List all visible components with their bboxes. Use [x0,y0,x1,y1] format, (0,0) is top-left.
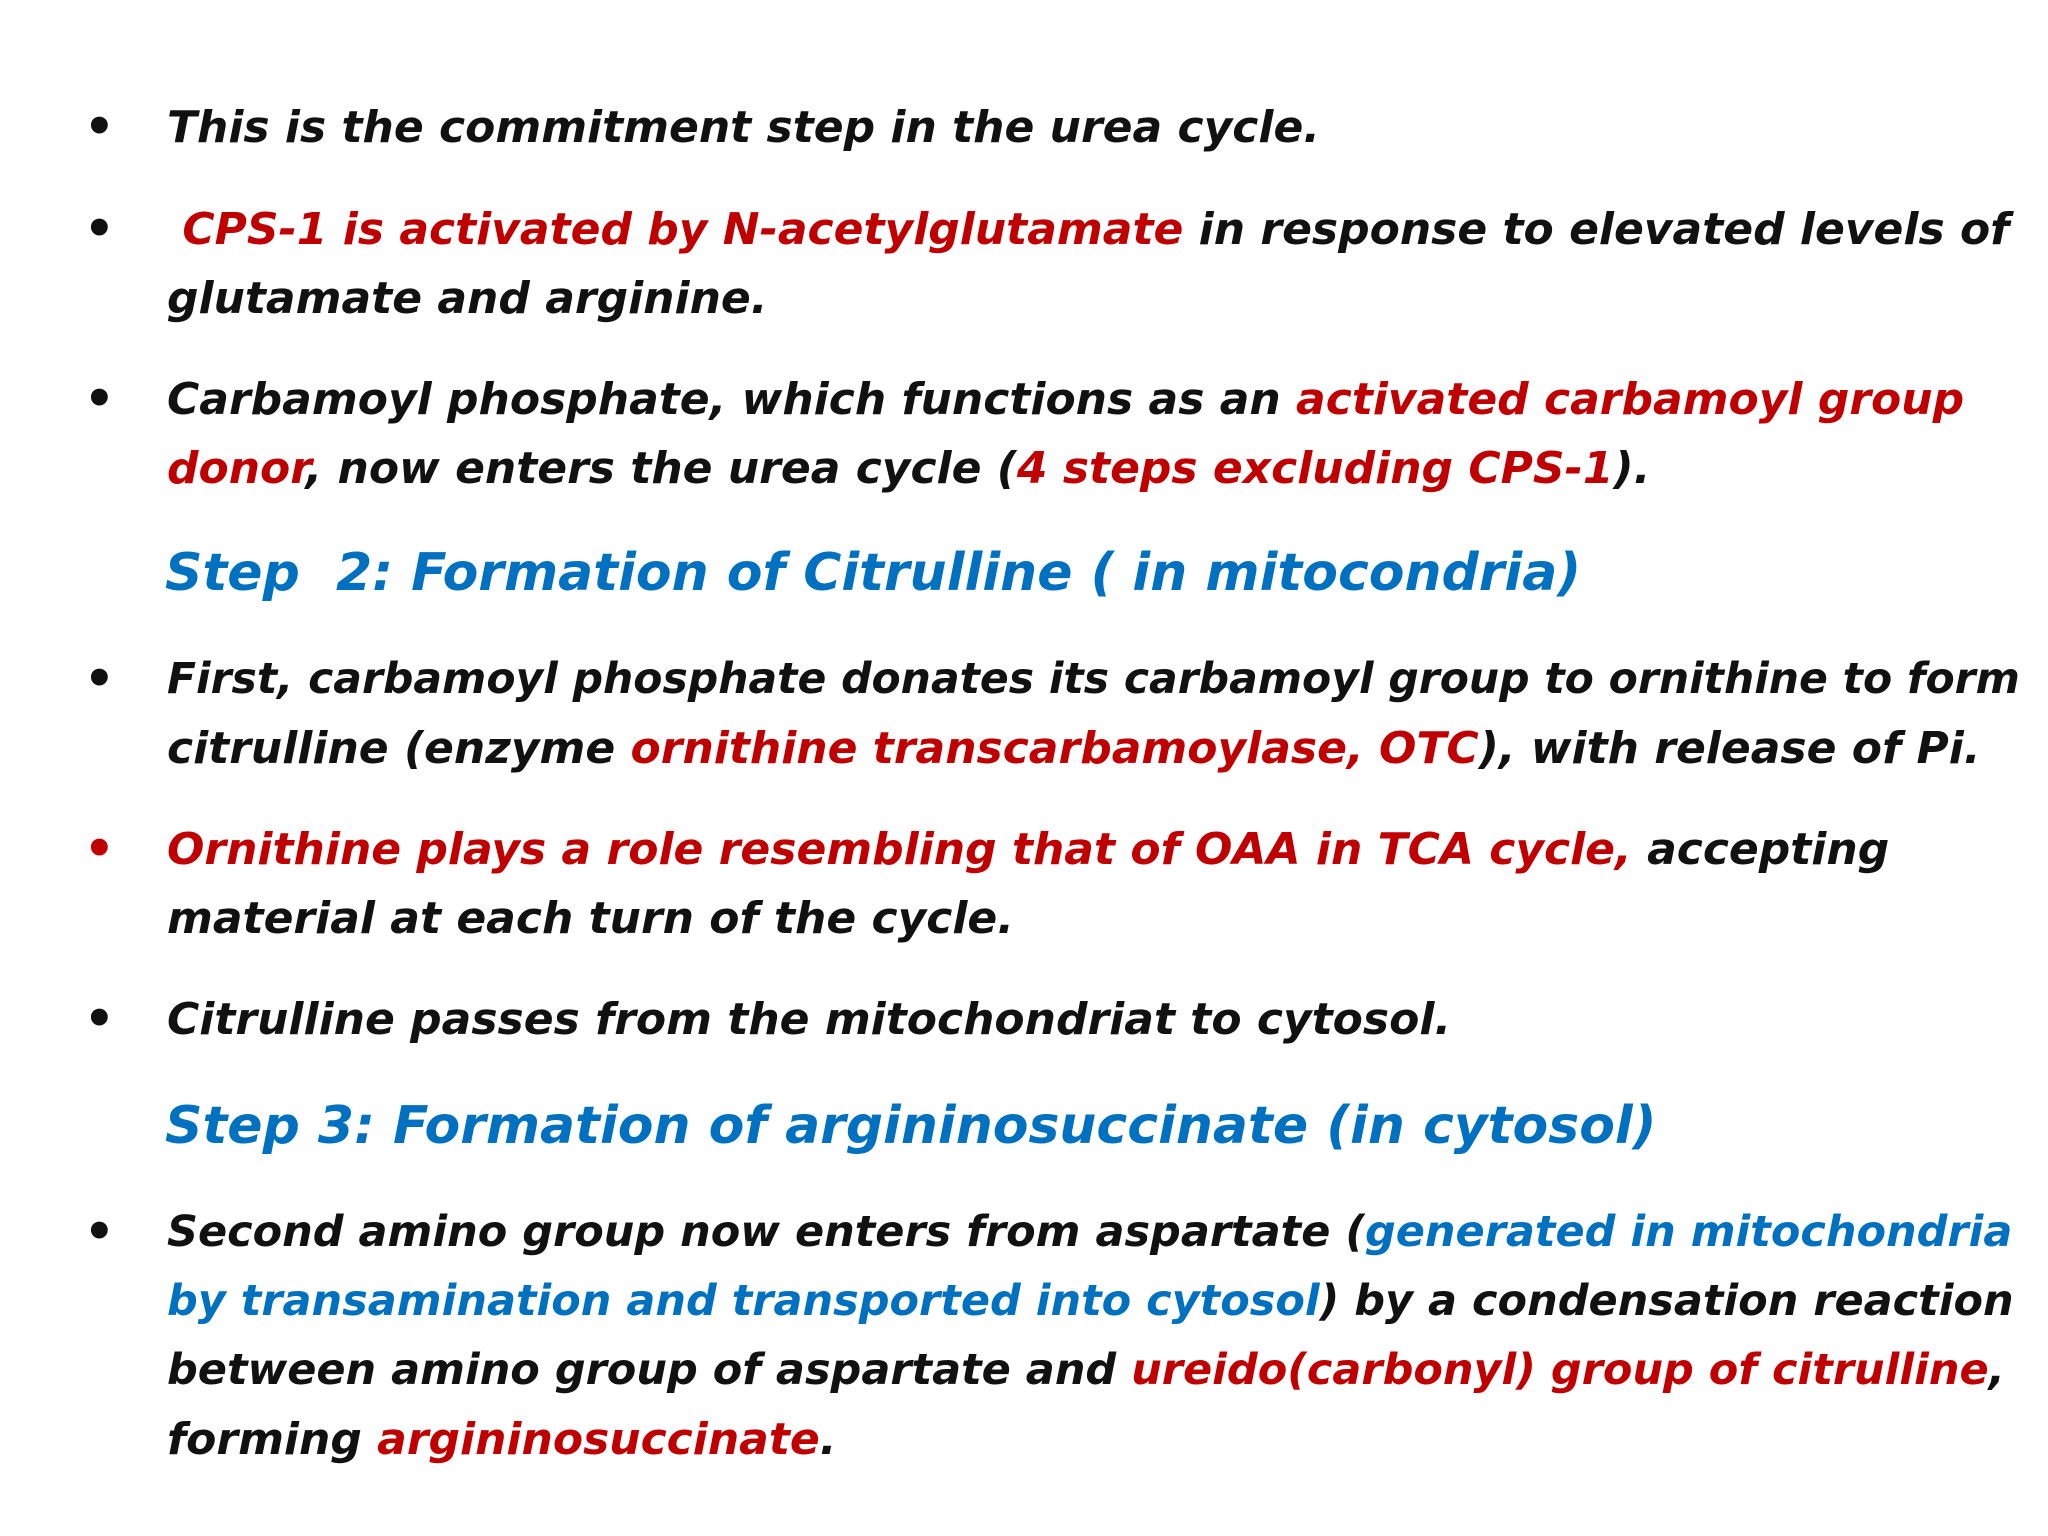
bullet-line [167,1405,2007,1474]
text-run-highlight-blue: generated in mitochondria [1364,1207,2013,1257]
text-run: citrulline (enzyme [167,723,631,774]
text-run-highlight: ornithine transcarbamoylase, OTC [630,723,1479,774]
bullet-text [167,985,2007,1054]
text-run: ) by a condensation reaction [1319,1276,2014,1326]
text-run: forming [167,1414,378,1465]
text-run: material at each turn of the cycle. [167,893,1014,944]
bullet-line [167,645,2020,714]
text-run: Carbamoyl phosphate, which functions as an [167,374,1297,425]
text-run: Citrulline passes from the mitochondriat to cytosol. [167,994,1452,1045]
text-run-highlight: Ornithine plays a role resembling that of OAA in TCA cycle, [167,824,1632,875]
bullet-line [167,1198,2013,1267]
text-run: Second amino group now enters from aspartate ( [167,1207,1365,1257]
bullet-line [167,714,2007,783]
bullet-marker: • [84,651,115,707]
text-run-highlight: ureido(carbonyl) group of citrulline [1131,1345,1989,1395]
text-run: accepting [1631,824,1890,875]
text-run-highlight: CPS-1 is activated by N-acetylglutamate [167,204,1184,255]
bullet-text [167,815,2007,953]
text-run: glutamate and arginine. [167,273,768,324]
bullet-marker: • [84,1204,115,1260]
bullet-marker: • [84,201,115,257]
text-run-highlight: 4 steps excluding CPS-1 [1016,443,1614,494]
text-run-highlight: argininosuccinate [377,1414,820,1465]
section-heading: Step 2: Formation of Citrulline ( in mitocondria) [165,543,1582,603]
bullet-line [167,884,2007,953]
bullet-line [167,985,2007,1054]
bullet-text [167,365,2007,503]
text-run-highlight: donor [167,443,306,494]
bullet-line [167,1267,2014,1336]
bullet-text [167,195,2010,333]
text-run: This is the commitment step in the urea cycle. [167,102,1321,153]
text-run-highlight-blue: by transamination and transported into cytosol [167,1276,1320,1326]
text-run: , [1988,1345,2005,1395]
bullet-marker: • [84,99,115,155]
text-run: , now enters the urea cycle ( [305,443,1017,494]
bullet-text [167,1198,2014,1474]
section-heading: Step 3: Formation of argininosuccinate (in cytosol) [165,1096,1657,1156]
bullet-marker: • [84,991,115,1047]
bullet-line [167,195,2010,264]
text-run: . [819,1414,837,1465]
bullet-line [167,264,2007,333]
bullet-line [167,434,2007,503]
bullet-line [167,1336,2007,1405]
text-run-highlight: activated carbamoyl group [1296,374,1965,425]
text-run: ). [1613,443,1651,494]
text-run: First, carbamoyl phosphate donates its carbamoyl group to ornithine to form [167,655,2020,704]
bullet-marker: • [84,371,115,427]
bullet-line [167,815,2007,884]
bullet-line [167,93,2007,162]
bullet-marker: • [84,821,115,877]
text-run: in response to elevated levels of [1183,204,2010,255]
text-run: between amino group of aspartate and [167,1345,1132,1395]
text-run: ), with release of Pi. [1478,723,1981,774]
bullet-text [167,645,2020,783]
bullet-line [167,365,2007,434]
bullet-text [167,93,2007,162]
